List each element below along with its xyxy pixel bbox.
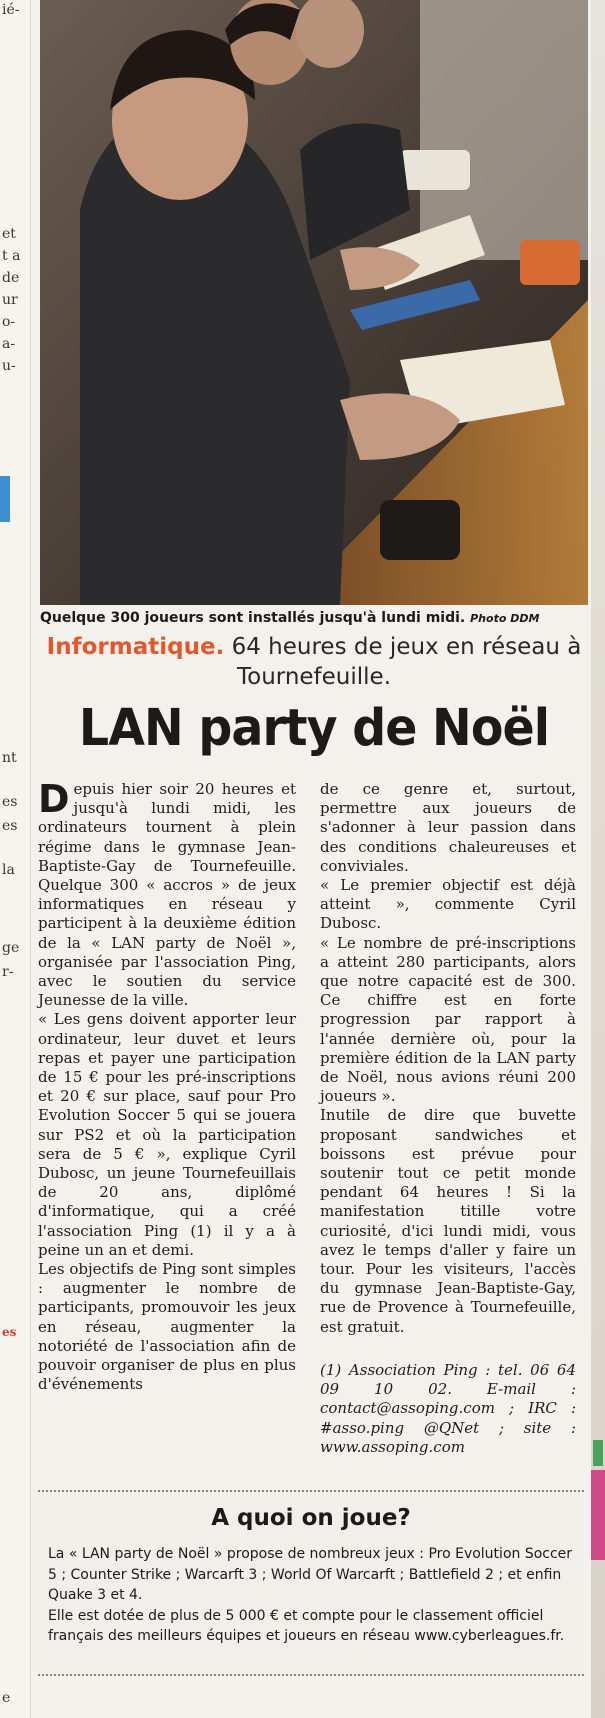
sidebar-box bbox=[38, 1490, 584, 1676]
photo-caption bbox=[40, 607, 588, 629]
page-edge bbox=[591, 0, 605, 1718]
photo-credit: Photo DDM bbox=[470, 612, 540, 625]
margin-fragment: ié- bbox=[2, 2, 20, 18]
adjacent-column-edge bbox=[0, 0, 31, 1718]
margin-fragment: ur bbox=[2, 292, 18, 308]
box-body bbox=[48, 1544, 574, 1647]
margin-fragment: la bbox=[2, 862, 15, 878]
margin-fragment: r- bbox=[2, 964, 14, 980]
article-column-left bbox=[38, 777, 296, 1395]
margin-fragment: a- bbox=[2, 336, 16, 352]
article-paragraph: Inutile de dire que buvette proposant sandwiches et boissons est prévue pour soutenir tout ce petit monde pendant 64 heures ! Si la manifestation titille votre curiosité, d'ici lundi midi, vous avez le temps d'aller y faire un tour. Pour les visiteurs, l'accès du gymnase Jean-Baptiste-Gay, rue de Provence à Tournefeuille, est gratuit. bbox=[320, 1106, 576, 1336]
color-mark bbox=[0, 476, 10, 522]
paragraph-text: epuis hier soir 20 heures et jusqu'à lundi midi, les ordinateurs tournent à plein régime dans le gymnase Jean-Baptiste-Gay de Tournefeuille. Quelque 300 « accros » de jeux informatiques en réseau y participent à la deuxième édition de la « LAN party de Noël », organisée par l'association Ping, avec le soutien du service Jeunesse de la ville. bbox=[38, 780, 296, 1010]
margin-fragment: ge bbox=[2, 940, 20, 956]
color-mark bbox=[591, 1470, 605, 1560]
article-paragraph: « Le nombre de pré-inscriptions a atteint 280 participants, alors que notre capacité est de 300. Ce chiffre est en forte progression par rapport à l'année dernière où, pour la première édition de la LAN party de Noël, nous avions réuni 200 joueurs ». bbox=[320, 933, 576, 1106]
article-paragraph bbox=[38, 777, 296, 1010]
margin-fragment: es bbox=[2, 1325, 17, 1339]
section-label: Informatique. bbox=[46, 634, 225, 660]
article-column-right bbox=[320, 780, 576, 1457]
article-paragraph: de ce genre et, surtout, permettre aux joueurs de s'adonner à leur passion dans des conditions chaleureuses et conviviales. bbox=[320, 780, 576, 875]
box-title: A quoi on joue? bbox=[211, 1505, 411, 1531]
margin-fragment: es bbox=[2, 818, 18, 834]
drop-cap: D bbox=[38, 777, 70, 821]
caption-text: Quelque 300 joueurs sont installés jusqu'à lundi midi. bbox=[40, 610, 466, 626]
article-paragraph: « Le premier objectif est déjà atteint », commente Cyril Dubosc. bbox=[320, 876, 576, 933]
article-paragraph: « Les gens doivent apporter leur ordinateur, leur duvet et leurs repas et payer une participation de 15 € pour les pré-inscriptions et 20 € sur place, sauf pour Pro Evolution Soccer 5 qui se jouera sur PS2 et où la participation sera de 5 € », explique Cyril Dubosc, un jeune Tournefeuillais de 20 ans, diplômé d'informatique, qui a créé l'association Ping (1) il y a à peine un an et demi. bbox=[38, 1010, 296, 1259]
margin-fragment: et bbox=[2, 226, 16, 242]
margin-fragment: de bbox=[2, 270, 20, 286]
margin-fragment: es bbox=[2, 794, 18, 810]
margin-fragment: u- bbox=[2, 358, 16, 374]
margin-fragment: nt bbox=[2, 750, 17, 766]
article-kicker bbox=[40, 632, 588, 692]
article-photo bbox=[40, 0, 588, 605]
kicker-text: 64 heures de jeux en réseau à Tournefeuille. bbox=[231, 634, 582, 690]
article-headline: LAN party de Noël bbox=[78, 699, 550, 758]
margin-fragment: o- bbox=[2, 314, 16, 330]
article-paragraph: Les objectifs de Ping sont simples : augmenter le nombre de participants, promouvoir les jeux en réseau, augmenter la notoriété de l'association afin de pouvoir organiser de plus en plus d'événements bbox=[38, 1260, 296, 1394]
box-paragraph: La « LAN party de Noël » propose de nombreux jeux : Pro Evolution Soccer 5 ; Counter Strike ; Warcarft 3 ; World Of Warcarft ; Battlefield 2 ; et enfin Quake 3 et 4. bbox=[48, 1546, 573, 1603]
margin-fragment: e bbox=[2, 1690, 11, 1706]
article-footnote: (1) Association Ping : tel. 06 64 09 10 02. E-mail : contact@assoping.com ; IRC : #asso.ping @QNet ; site : www.assoping.com bbox=[320, 1360, 576, 1456]
margin-fragment: t a bbox=[2, 248, 21, 264]
color-mark bbox=[593, 1440, 603, 1466]
box-paragraph: Elle est dotée de plus de 5 000 € et compte pour le classement officiel français des meilleurs équipes et joueurs en réseau www.cyberleagues.fr. bbox=[48, 1607, 565, 1644]
